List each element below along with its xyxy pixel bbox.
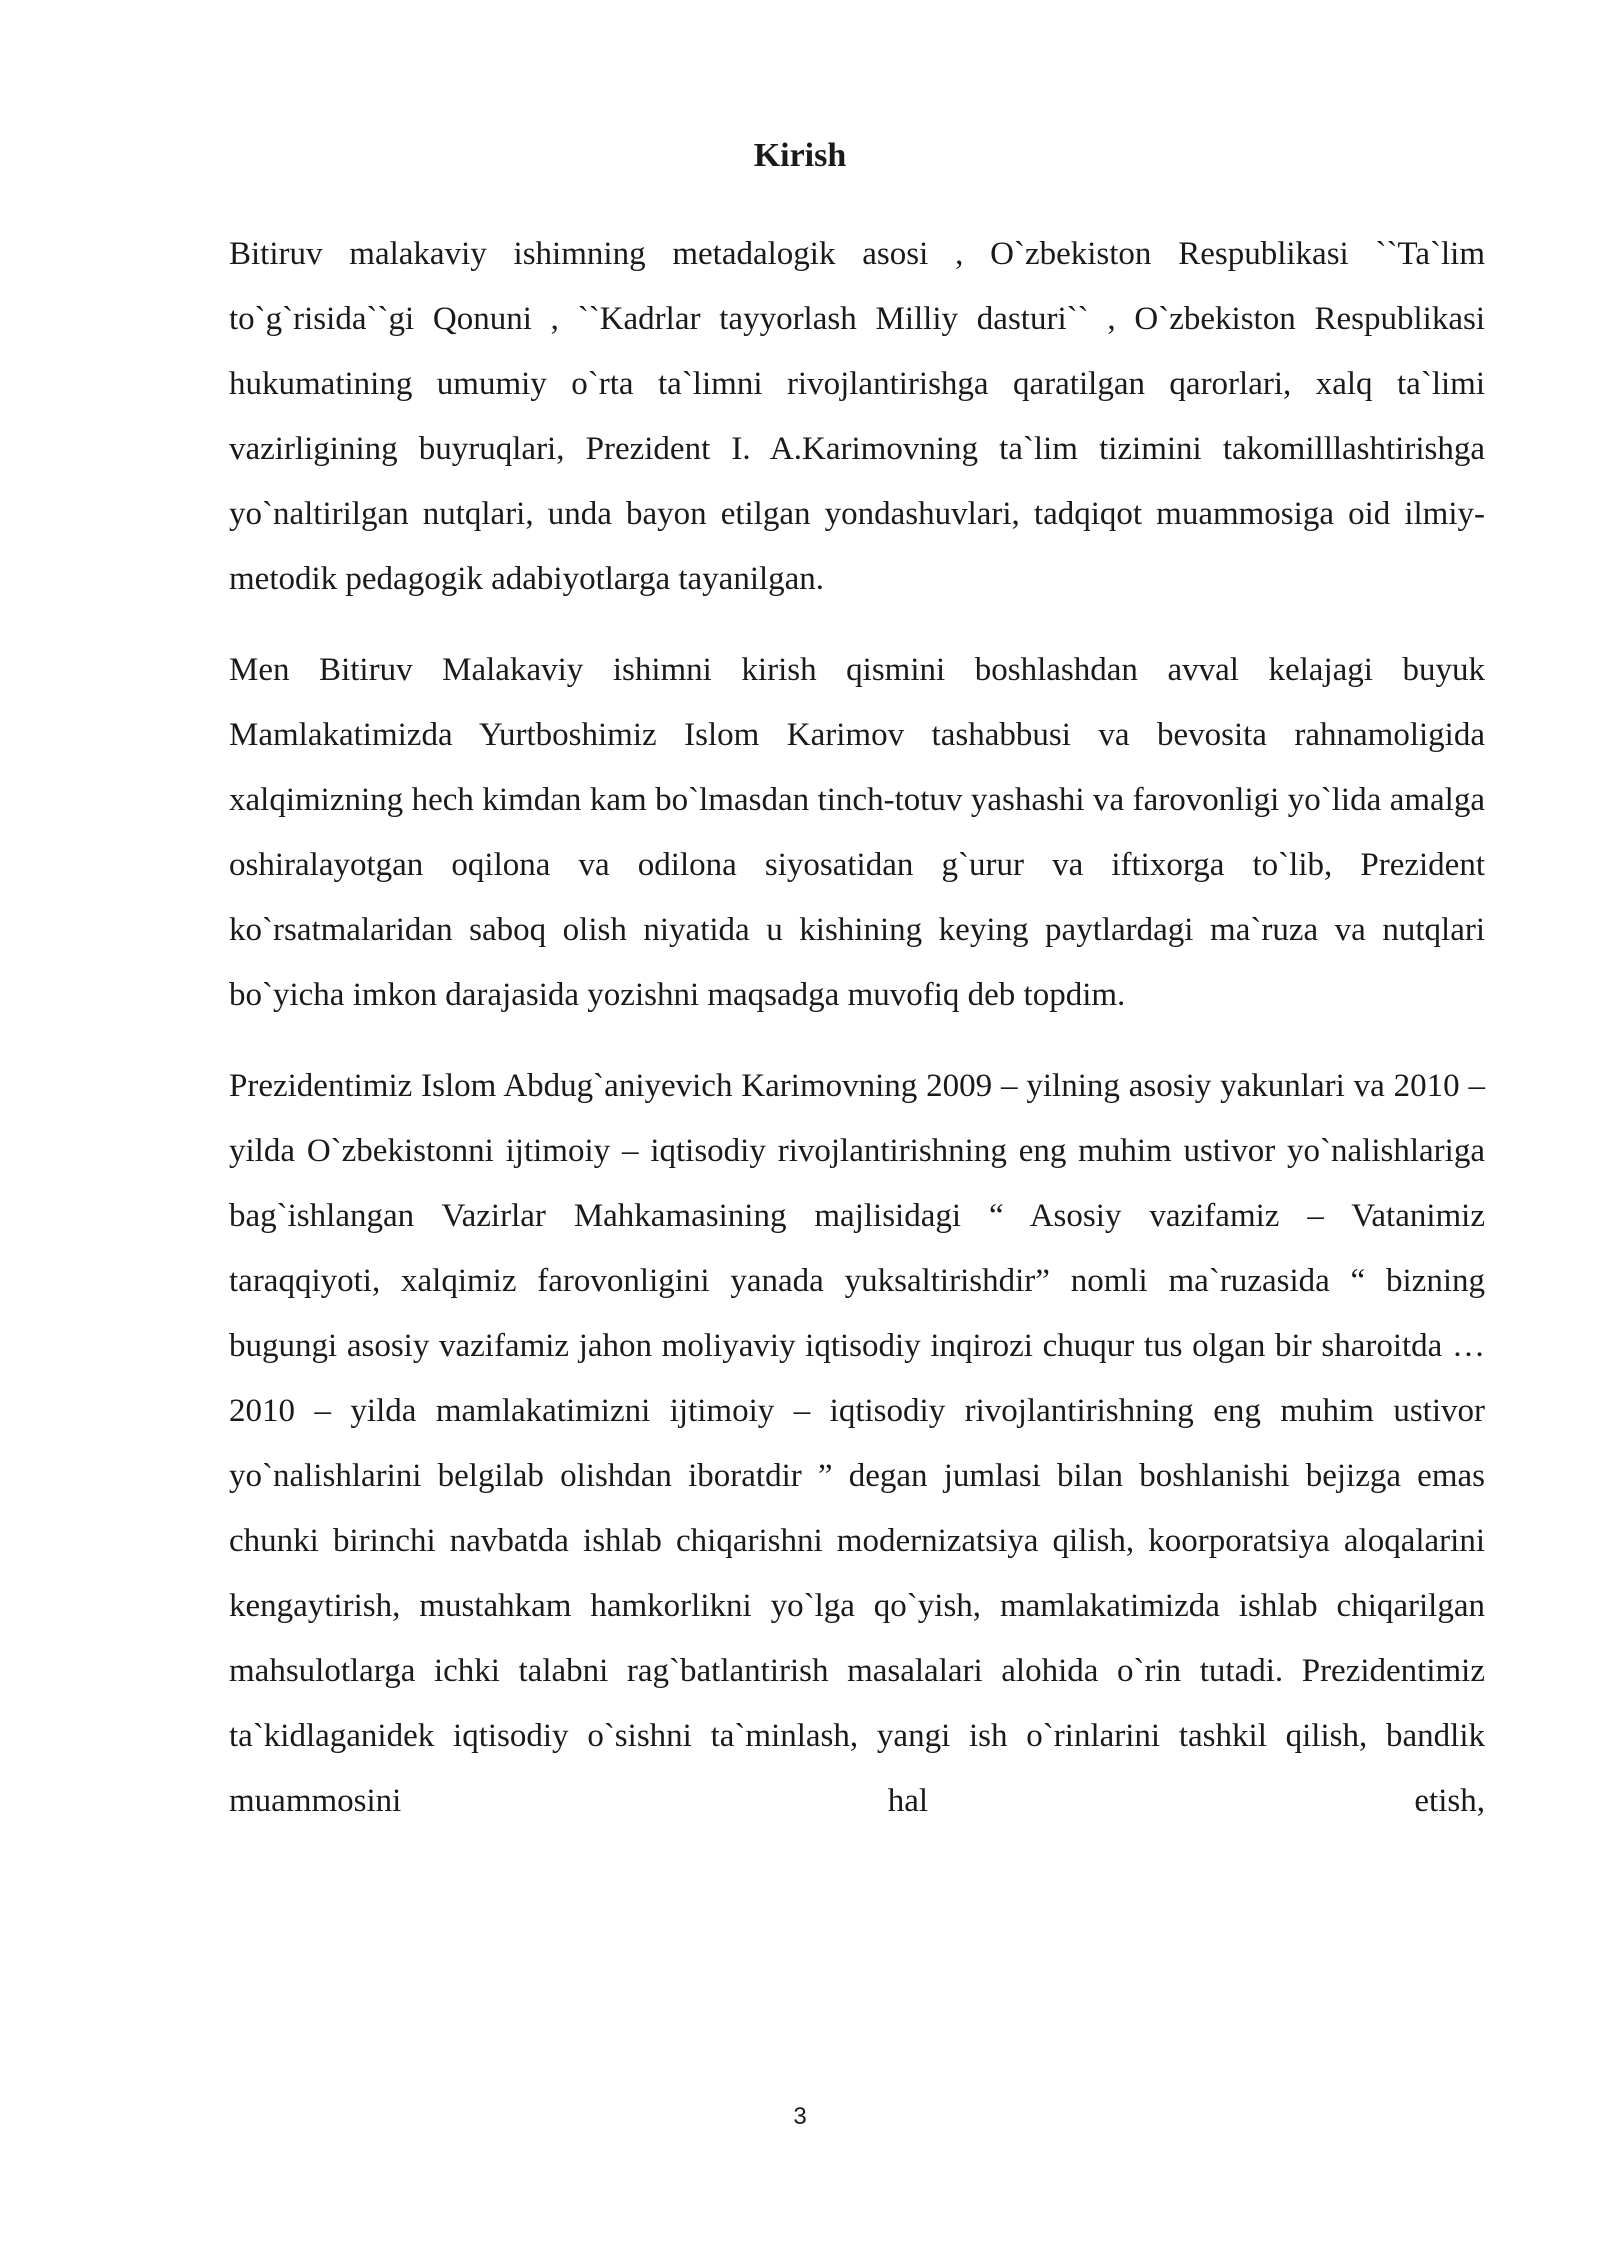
paragraph-3: Prezidentimiz Islom Abdug`aniyevich Karimovning 2009 – yilning asosiy yakunlari va 2010 – yilda O`zbekistonni ijtimoiy – iqtisodiy rivojlantirishning eng muhim ustivor yo`nalishlariga bag`ishlangan Vazirlar Mahkamasining majlisidagi “ Asosiy vazifamiz – Vatanimiz taraqqiyoti, xalqimiz farovonligini yanada yuksaltirishdir” nomli ma`ruzasida “ bizning bugungi asosiy vazifamiz jahon moliyaviy iqtisodiy inqirozi chuqur tus olgan bir sharoitda … 2010 – yilda mamlakatimizni ijtimoiy – iqtisodiy rivojlantirishning eng muhim ustivor yo`nalishlarini belgilab olishdan iboratdir ” degan jumlasi bilan boshlanishi bejizga emas chunki birinchi navbatda ishlab chiqarishni modernizatsiya qilish, koorporatsiya aloqalarini kengaytirish, mustahkam hamkorlikni yo`lga qo`yish, mamlakatimizda ishlab chiqarilgan mahsulotlarga ichki talabni rag`batlantirish masalalari alohida o`rin tutadi. Prezidentimiz ta`kidlaganidek iqtisodiy o`sishni ta`minlash, yangi ish o`rinlarini tashkil qilish, bandlik muammosini hal etish, — [229, 1068, 1485, 1819]
paragraph-1: Bitiruv malakaviy ishimning metadalogik asosi , O`zbekiston Respublikasi ``Ta`lim to`g`risida``gi Qonuni , ``Kadrlar tayyorlash Milliy dasturi`` , O`zbekiston Respublikasi hukumatining umumiy o`rta ta`limni rivojlantirishga qaratilgan qarorlari, xalq ta`limi vazirligining buyruqlari, Prezident I. A.Karimovning ta`lim tizimini takomilllashtirishga yo`naltirilgan nutqlari, unda bayon etilgan yondashuvlari, tadqiqot muammosiga oid ilmiy-metodik pedagogik adabiyotlarga tayanilgan. — [229, 236, 1485, 597]
paragraph-2: Men Bitiruv Malakaviy ishimni kirish qismini boshlashdan avval kelajagi buyuk Mamlakatimizda Yurtboshimiz Islom Karimov tashabbusi va bevosita rahnamoligida xalqimizning hech kimdan kam bo`lmasdan tinch-totuv yashashi va farovonligi yo`lida amalga oshiralayotgan oqilona va odilona siyosatidan g`urur va iftixorga to`lib, Prezident ko`rsatmalaridan saboq olish niyatida u kishining keying paytlardagi ma`ruza va nutqlari bo`yicha imkon darajasida yozishni maqsadga muvofiq deb topdim. — [229, 652, 1485, 1013]
page-number: 3 — [793, 2103, 807, 2130]
document-body — [229, 222, 1485, 1860]
page-title: Kirish — [753, 137, 847, 174]
